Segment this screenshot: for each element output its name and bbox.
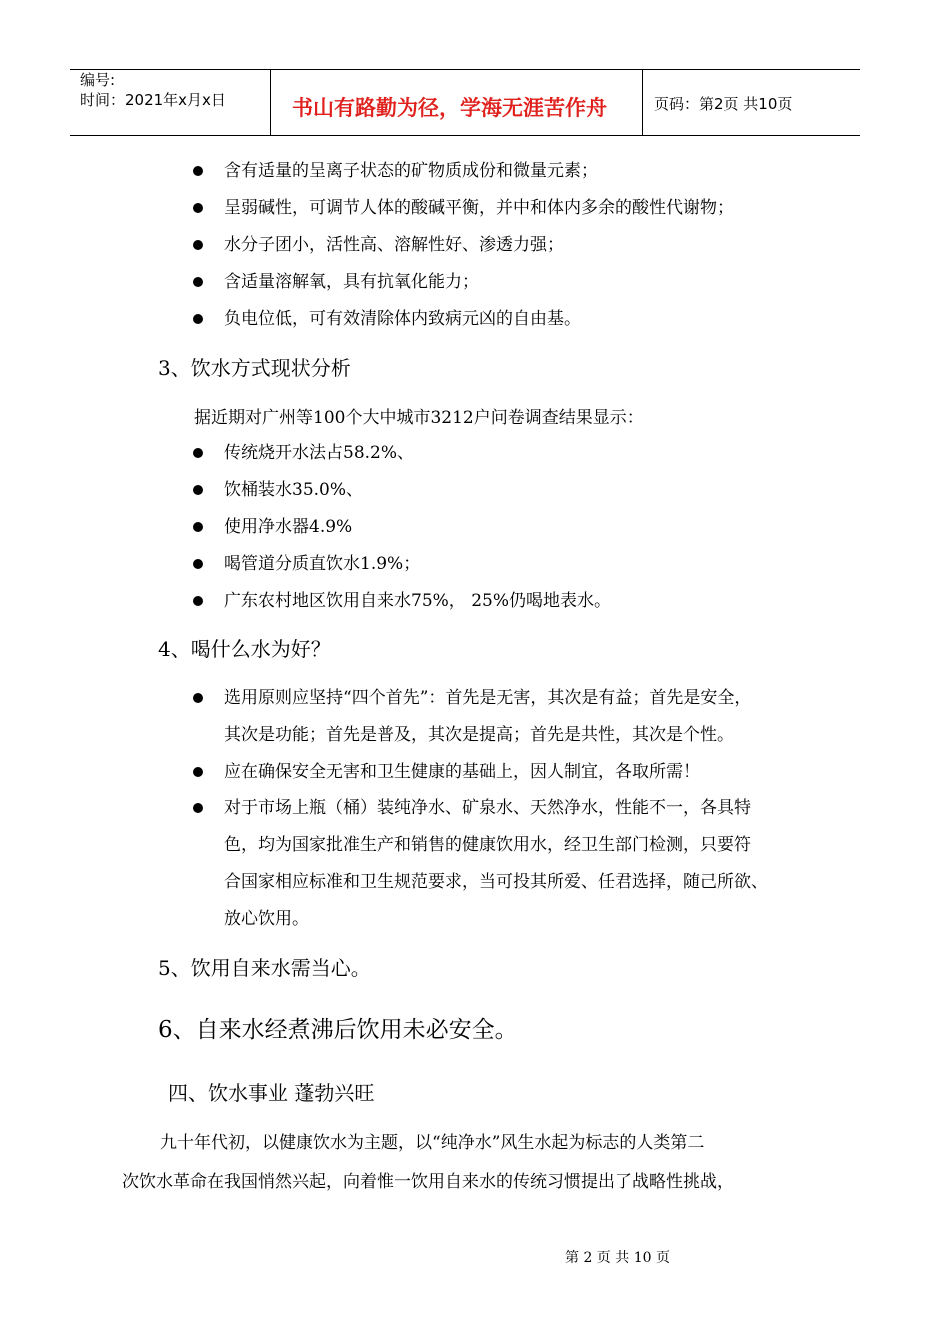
section-four-heading: 四、饮水事业 蓬勃兴旺 — [168, 1081, 375, 1105]
bullet-marker — [193, 240, 203, 250]
list-item-line: 选用原则应坚持“四个首先”：首先是无害，其次是有益；首先是安全， — [224, 688, 752, 708]
list-item: 呈弱碱性，可调节人体的酸碱平衡，并中和体内多余的酸性代谢物； — [224, 198, 734, 218]
section-3-intro: 据近期对广州等100个大中城市3212户问卷调查结果显示： — [194, 408, 644, 428]
bullet-marker — [193, 803, 203, 813]
section-3-heading: 3、饮水方式现状分析 — [158, 356, 351, 380]
header-top-rule — [70, 69, 860, 70]
header-page-info: 页码：第2页 共10页 — [654, 95, 793, 113]
list-item: 传统烧开水法占58.2%、 — [224, 443, 415, 463]
header-bottom-rule — [70, 135, 860, 136]
paragraph-line: 九十年代初，以健康饮水为主题，以“纯净水”风生水起为标志的人类第二 — [160, 1133, 705, 1153]
list-item-line: 合国家相应标准和卫生规范要求，当可投其所爱、任君选择，随己所欲、 — [224, 872, 768, 892]
bullet-marker — [193, 314, 203, 324]
list-item: 负电位低，可有效清除体内致病元凶的自由基。 — [224, 309, 581, 329]
list-item: 水分子团小，活性高、溶解性好、渗透力强； — [224, 235, 564, 255]
bullet-marker — [193, 448, 203, 458]
paragraph-line: 次饮水革命在我国悄然兴起，向着惟一饮用自来水的传统习惯提出了战略性挑战， — [122, 1172, 734, 1192]
header-motto: 书山有路勤为径，学海无涯苦作舟 — [292, 96, 607, 120]
bullet-marker — [193, 693, 203, 703]
header-time-label: 时间：2021年x月x日 — [80, 91, 226, 109]
list-item-line: 其次是功能；首先是普及，其次是提高；首先是共性，其次是个性。 — [224, 725, 734, 745]
header-divider-left — [270, 69, 271, 136]
list-item: 喝管道分质直饮水1.9%； — [224, 554, 421, 574]
page-footer: 第 2 页 共 10 页 — [565, 1250, 670, 1266]
section-4-heading: 4、喝什么水为好？ — [158, 637, 331, 661]
section-6-heading: 6、自来水经煮沸后饮用未必安全。 — [158, 1017, 518, 1043]
header-code-label: 编号: — [80, 71, 116, 89]
bullet-marker — [193, 277, 203, 287]
list-item-line: 对于市场上瓶（桶）装纯净水、矿泉水、天然净水，性能不一，各具特 — [224, 798, 751, 818]
list-item: 广东农村地区饮用自来水75%， 25%仍喝地表水。 — [224, 591, 611, 611]
bullet-marker — [193, 596, 203, 606]
bullet-marker — [193, 522, 203, 532]
list-item: 含有适量的呈离子状态的矿物质成份和微量元素； — [224, 161, 598, 181]
list-item-line: 色，均为国家批准生产和销售的健康饮用水，经卫生部门检测，只要符 — [224, 835, 751, 855]
section-5-heading: 5、饮用自来水需当心。 — [158, 956, 371, 980]
list-item: 使用净水器4.9% — [224, 517, 353, 537]
list-item: 含适量溶解氧，具有抗氧化能力； — [224, 272, 479, 292]
list-item-line: 放心饮用。 — [224, 909, 309, 929]
bullet-marker — [193, 485, 203, 495]
list-item: 饮桶装水35.0%、 — [224, 480, 364, 500]
bullet-marker — [193, 559, 203, 569]
bullet-marker — [193, 166, 203, 176]
list-item-line: 应在确保安全无害和卫生健康的基础上，因人制宜，各取所需！ — [224, 762, 700, 782]
bullet-marker — [193, 203, 203, 213]
header-divider-right — [642, 69, 643, 136]
bullet-marker — [193, 767, 203, 777]
